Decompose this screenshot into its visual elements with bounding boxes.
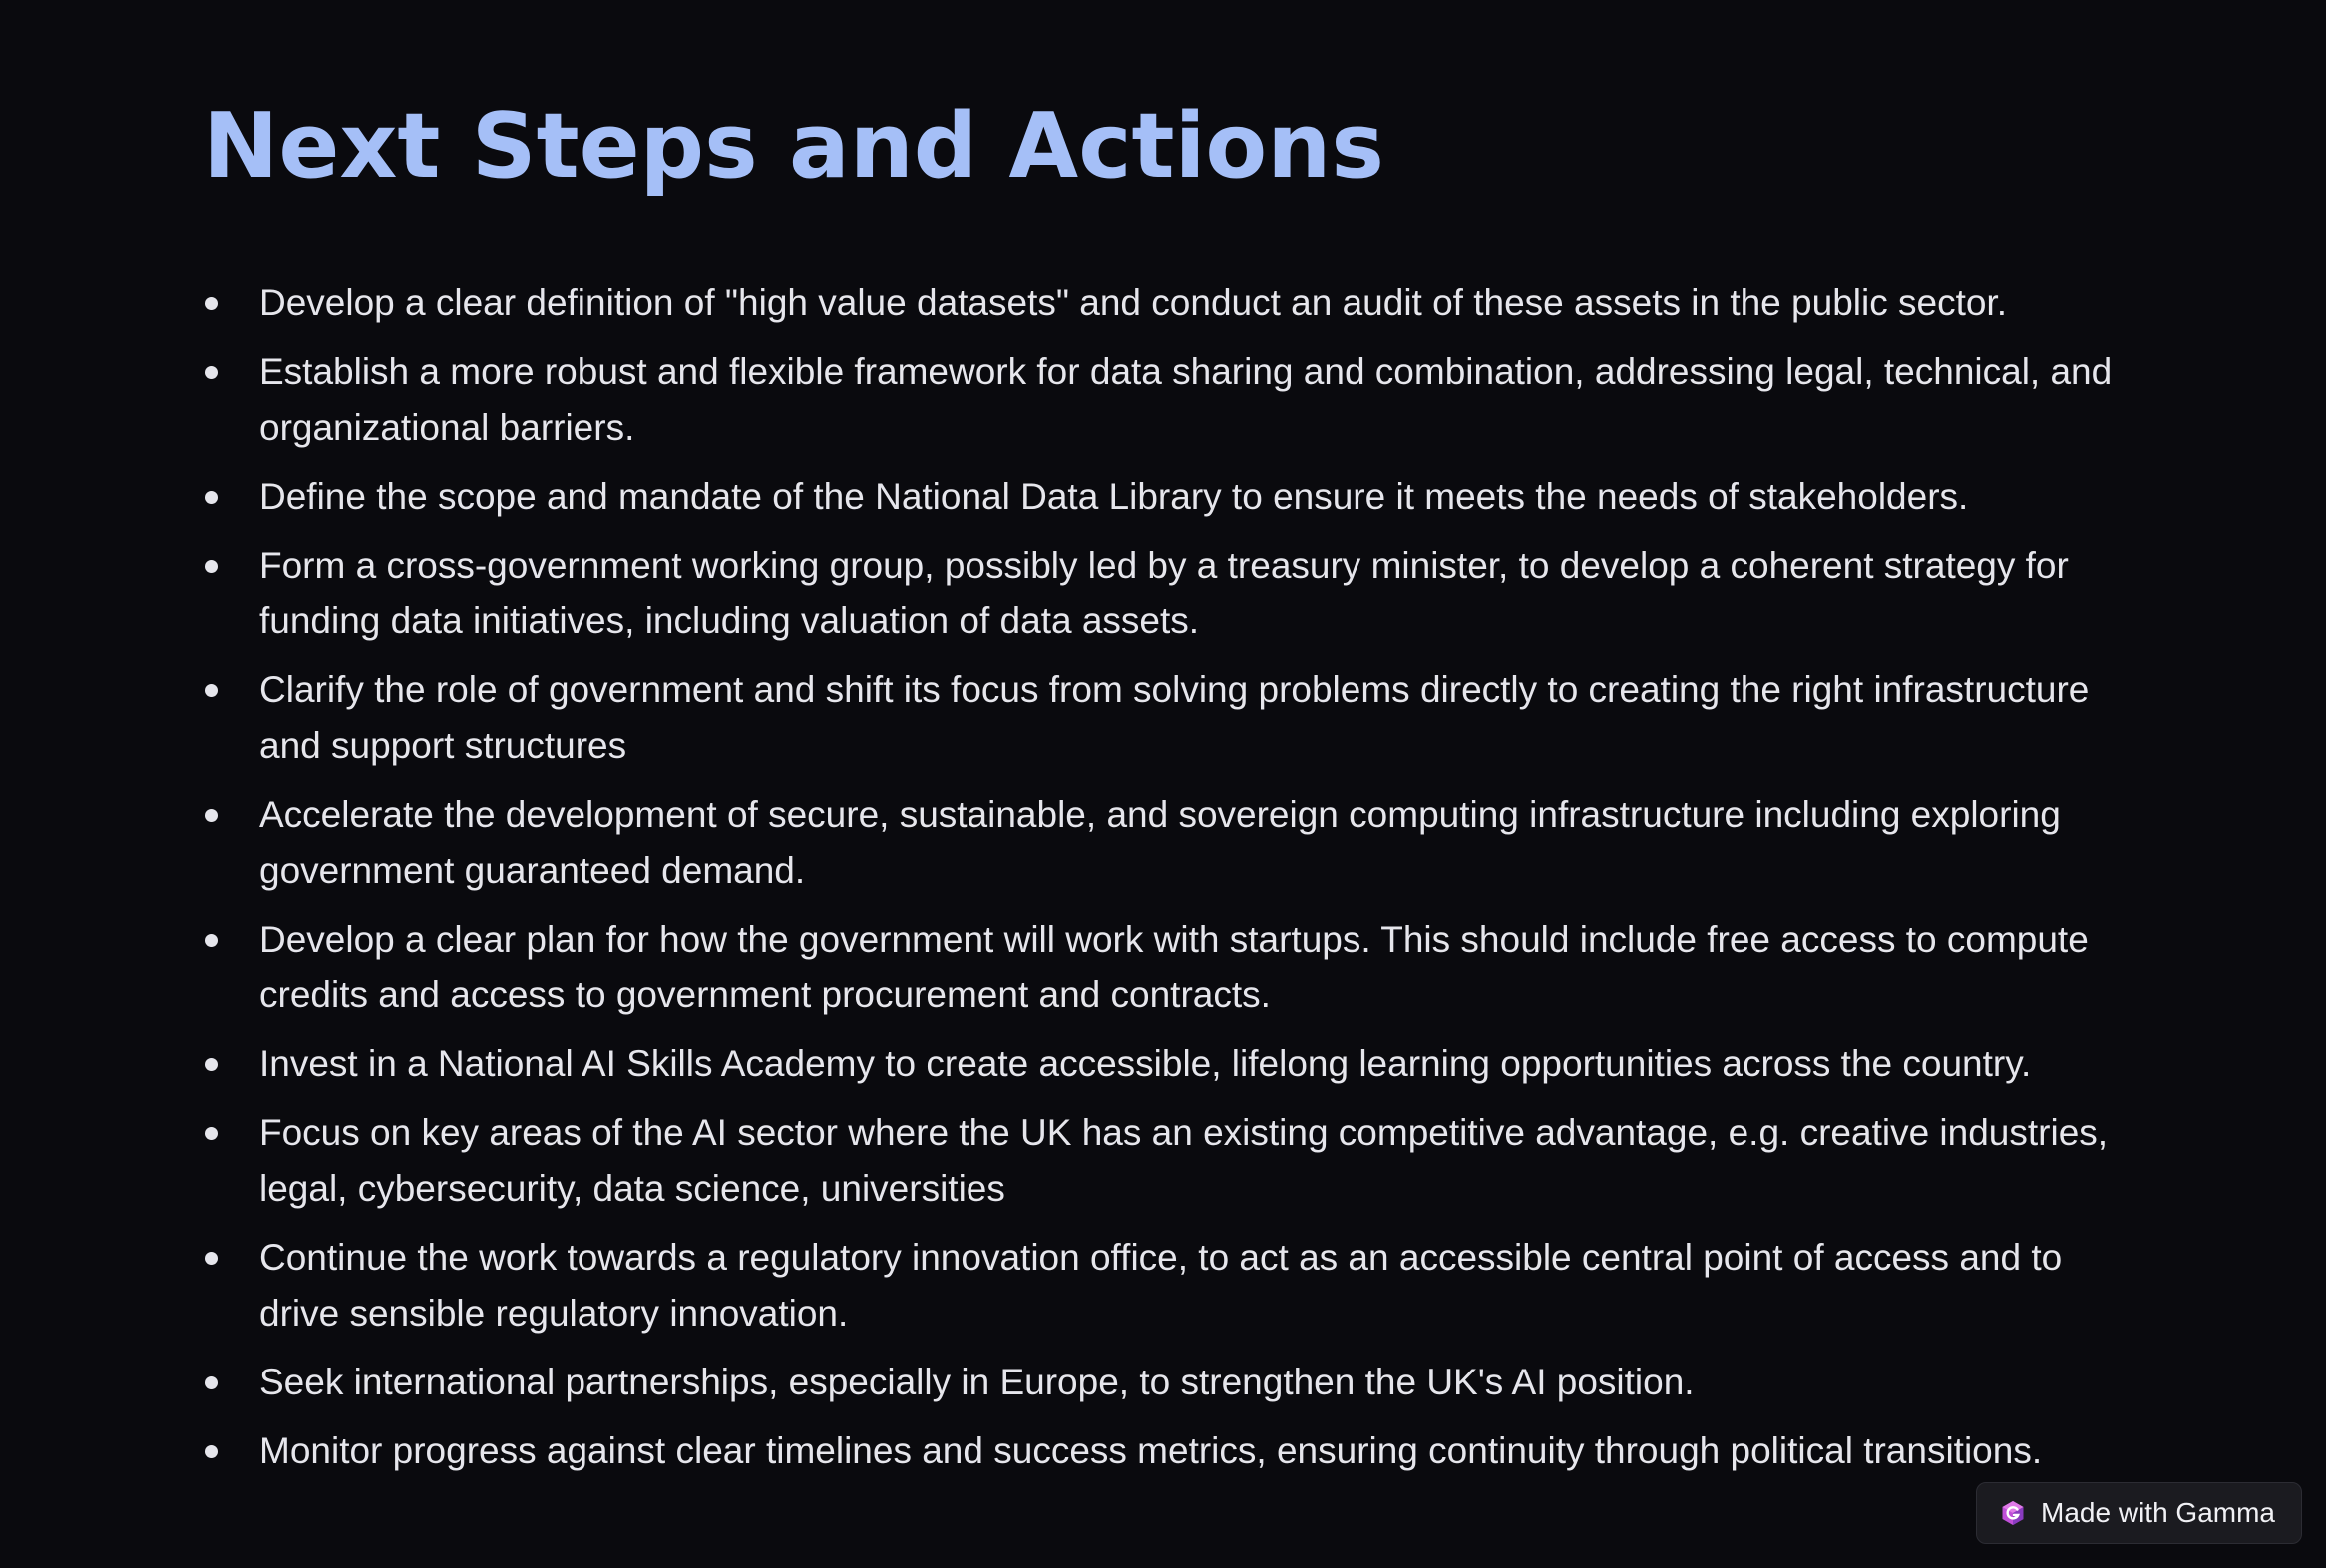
list-item [203,469,2138,525]
list-item-text: Accelerate the development of secure, sustainable, and sovereign computing infrastructure including exploring government guaranteed demand. [259,794,2061,891]
badge-label: Made with Gamma [2041,1497,2275,1528]
list-item-text: Develop a clear definition of "high value datasets" and conduct an audit of these assets in the public sector. [259,282,2007,323]
bullet-icon [205,297,218,310]
list-item [203,1355,2138,1410]
list-item-text: Establish a more robust and flexible framework for data sharing and combination, addressing legal, technical, and organizational barriers. [259,351,2113,448]
list-item-text: Develop a clear plan for how the government will work with startups. This should include free access to compute credits and access to government procurement and contracts. [259,919,2089,1015]
list-item [203,1230,2138,1342]
list-item-text: Invest in a National AI Skills Academy to create accessible, lifelong learning opportunities across the country. [259,1043,2032,1084]
page-title: Next Steps and Actions [203,94,1384,198]
bullet-icon [205,560,218,573]
gamma-logo-icon [1999,1499,2027,1527]
list-item-text: Clarify the role of government and shift its focus from solving problems directly to creating the right infrastructure and support structures [259,669,2090,766]
bullet-icon [205,491,218,504]
bullet-icon [205,684,218,697]
bullet-icon [205,1445,218,1458]
bullet-icon [205,1376,218,1389]
list-item-text: Focus on key areas of the AI sector where the UK has an existing competitive advantage, e.g. creative industries, legal, cybersecurity, data science, universities [259,1112,2109,1209]
bullet-icon [205,934,218,947]
list-item [203,1036,2138,1092]
action-list [203,275,2138,1492]
bullet-icon [205,1127,218,1140]
list-item [203,662,2138,774]
list-item-text: Seek international partnerships, especially in Europe, to strengthen the UK's AI position. [259,1362,1695,1402]
list-item-text: Continue the work towards a regulatory innovation office, to act as an accessible central point of access and to drive sensible regulatory innovation. [259,1237,2063,1334]
bullet-icon [205,1252,218,1265]
list-item [203,1423,2138,1479]
bullet-icon [205,366,218,379]
list-item-text: Define the scope and mandate of the National Data Library to ensure it meets the needs of stakeholders. [259,476,1969,517]
made-with-gamma-badge[interactable] [1976,1482,2302,1544]
list-item [203,344,2138,456]
bullet-icon [205,809,218,822]
list-item [203,1105,2138,1217]
list-item [203,538,2138,649]
list-item-text: Monitor progress against clear timelines and success metrics, ensuring continuity through political transitions. [259,1430,2043,1471]
list-item [203,275,2138,331]
list-item [203,912,2138,1023]
bullet-icon [205,1058,218,1071]
list-item-text: Form a cross-government working group, possibly led by a treasury minister, to develop a coherent strategy for funding data initiatives, including valuation of data assets. [259,545,2069,641]
list-item [203,787,2138,899]
